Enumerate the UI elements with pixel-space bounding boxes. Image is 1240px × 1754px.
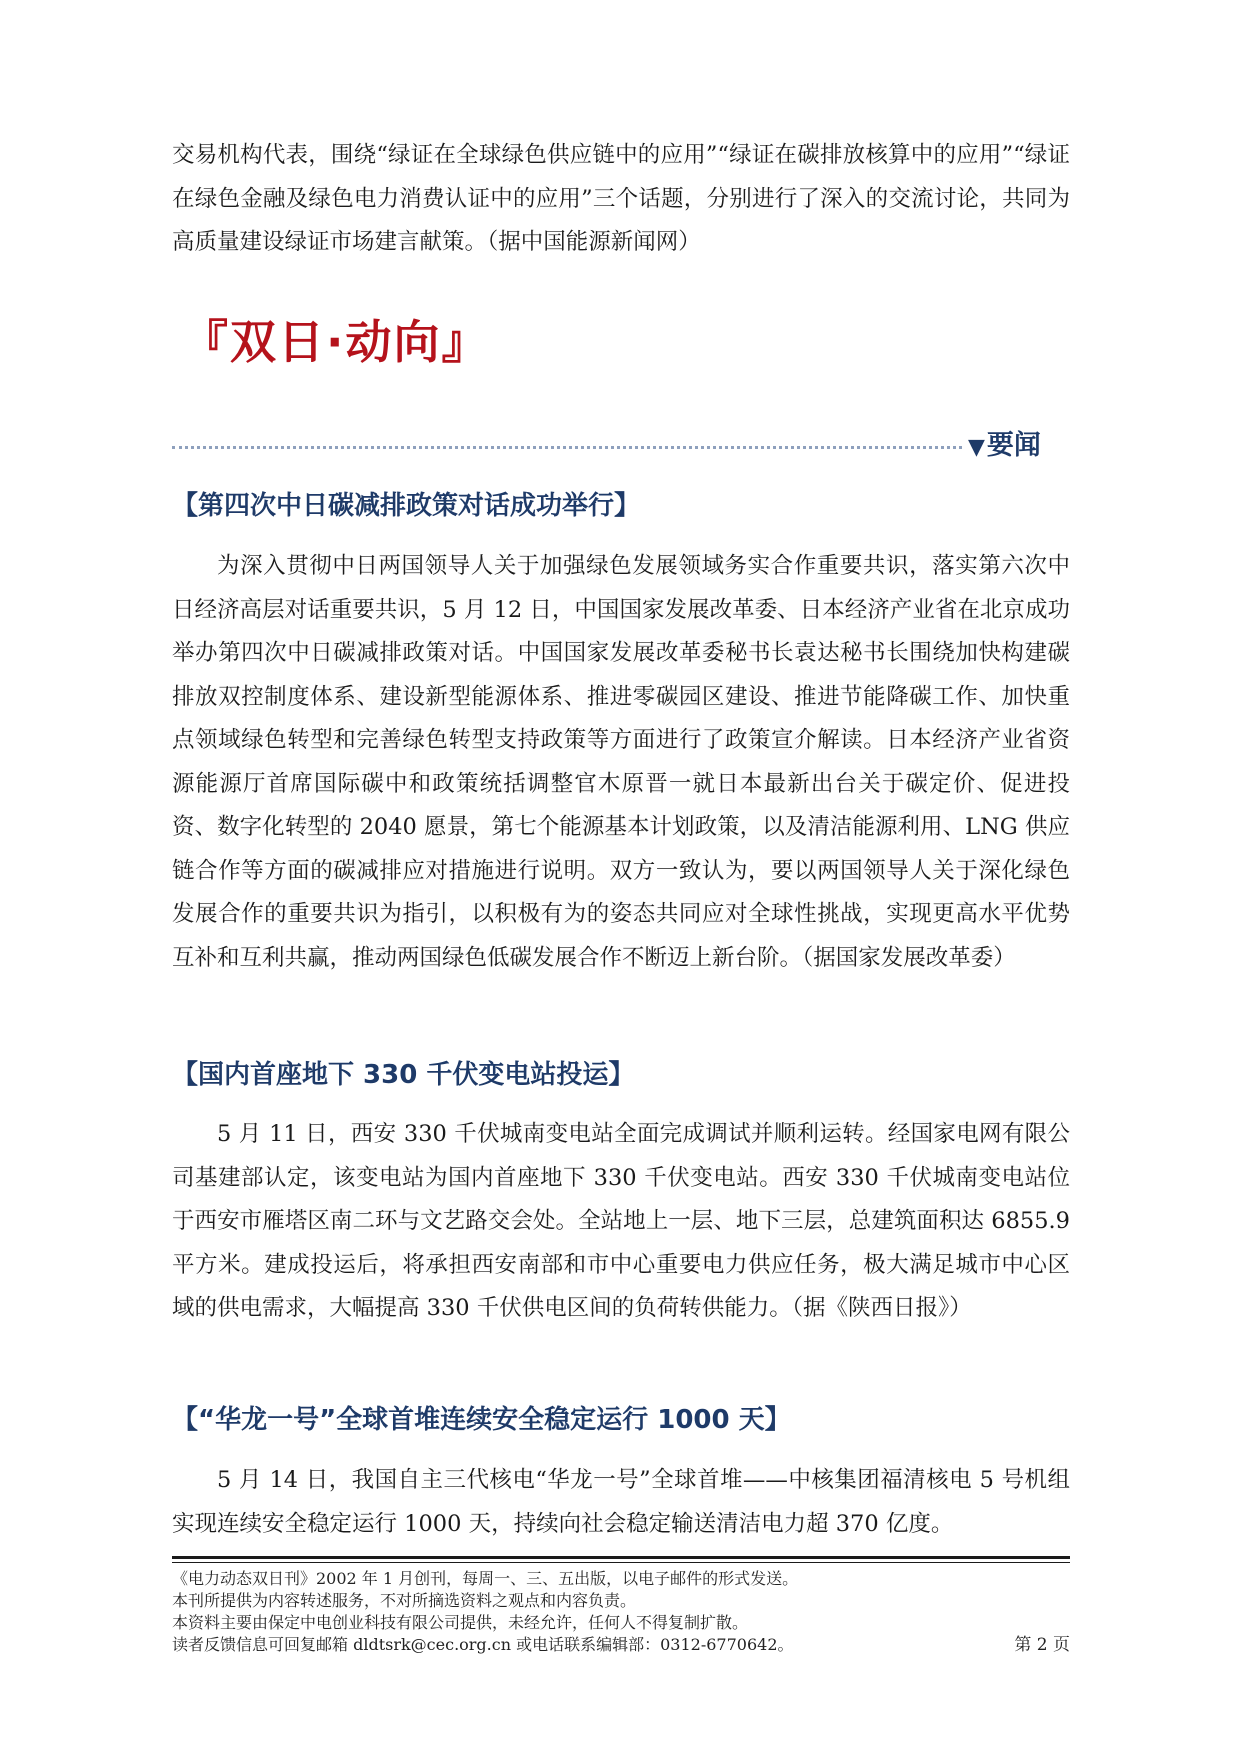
article-body: 5 月 14 日，我国自主三代核电“华龙一号”全球首堆——中核集团福清核电 5 号机组实现连续安全稳定运行 1000 天，持续向社会稳定输送清洁电力超 370 亿度。 [172,1467,1070,1537]
footer-line: 《电力动态双日刊》2002 年 1 月创刊，每周一、三、五出版，以电子邮件的形式发送。 [172,1569,799,1588]
footer-line: 本刊所提供为内容转述服务，不对所摘选资料之观点和内容负责。 [172,1591,637,1610]
dotted-rule [172,446,962,449]
article-title: 【“华龙一号”全球首堆连续安全稳定运行 1000 天】 [172,1405,791,1435]
down-triangle-icon: ▼ [968,435,985,460]
article-body: 5 月 11 日，西安 330 千伏城南变电站全面完成调试并顺利运转。经国家电网有限公司基建部认定，该变电站为国内首座地下 330 千伏变电站。西安 330 千伏城南变电站位于西安市雁塔区南二环与文艺路交会处。全站地上一层、地下三层，总建筑面积达 6855.9 平方米。建成投运后，将承担西安南部和市中心重要电力供应任务，极大满足城市中心区域的供电需求，大幅提高 330 千伏供电区间的负荷转供能力。（据《陕西日报》） [172,1121,1070,1321]
section-title: 『双日·动向』 [182,315,490,369]
news-divider [172,426,1052,466]
article-title: 【第四次中日碳减排政策对话成功举行】 [172,491,641,521]
footer-rule-thin [172,1562,1070,1563]
footer-rule-thick [172,1556,1070,1559]
divider-label-text: 要闻 [986,430,1041,461]
page-number: 第 2 页 [1014,1635,1070,1655]
footer-line: 读者反馈信息可回复邮箱 dldtsrk@cec.org.cn 或电话联系编辑部：0312-6770642。 [172,1635,794,1654]
divider-label [968,426,1041,468]
article-body: 为深入贯彻中日两国领导人关于加强绿色发展领域务实合作重要共识，落实第六次中日经济高层对话重要共识，5 月 12 日，中国国家发展改革委、日本经济产业省在北京成功举办第四次中日碳减排政策对话。中国国家发展改革委秘书长袁达秘书长围绕加快构建碳排放双控制度体系、建设新型能源体系、推进零碳园区建设、推进节能降碳工作、加快重点领域绿色转型和完善绿色转型支持政策等方面进行了政策宣介解读。日本经济产业省资源能源厅首席国际碳中和政策统括调整官木原晋一就日本最新出台关于碳定价、促进投资、数字化转型的 2040 愿景，第七个能源基本计划政策，以及清洁能源利用、LNG 供应链合作等方面的碳减排应对措施进行说明。双方一致认为，要以两国领导人关于深化绿色发展合作的重要共识为指引，以积极有为的姿态共同应对全球性挑战，实现更高水平优势互补和互利共赢，推动两国绿色低碳发展合作不断迈上新台阶。（据国家发展改革委） [172,553,1070,971]
article-title: 【国内首座地下 330 千伏变电站投运】 [172,1060,635,1090]
intro-paragraph: 交易机构代表，围绕“绿证在全球绿色供应链中的应用”“绿证在碳排放核算中的应用”“绿证在绿色金融及绿色电力消费认证中的应用”三个话题，分别进行了深入的交流讨论，共同为高质量建设绿证市场建言献策。（据中国能源新闻网） [172,142,1070,255]
footer-line: 本资料主要由保定中电创业科技有限公司提供，未经允许，任何人不得复制扩散。 [172,1613,749,1632]
